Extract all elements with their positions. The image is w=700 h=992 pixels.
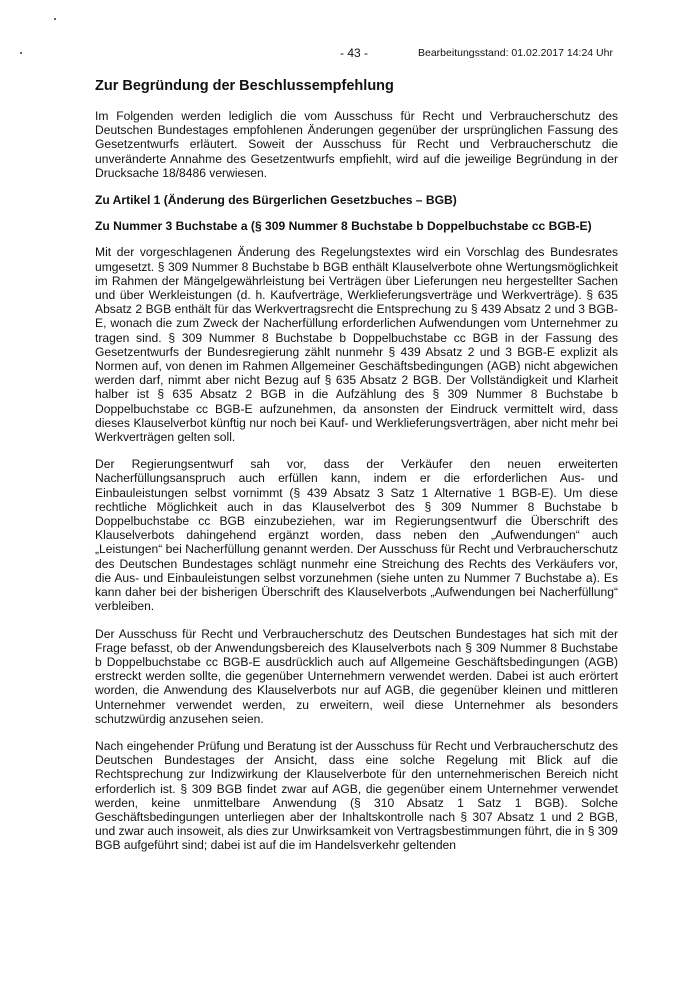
subsection-heading: Zu Nummer 3 Buchstabe a (§ 309 Nummer 8 Buchstabe b Doppelbuchstabe cc BGB-E) — [95, 219, 592, 234]
section-heading: Zu Artikel 1 (Änderung des Bürgerlichen Gesetzbuches – BGB) — [95, 193, 457, 208]
body-paragraph: Der Ausschuss für Recht und Verbraucherschutz des Deutschen Bundestages hat sich mit der Frage befasst, ob der Anwendungsbereich des Klauselverbots nach § 309 Nummer 8 Buchstabe b Doppelbuchstabe cc BGB-E ausdrücklich auch auf Allgemeine Geschäftsbedingungen (AGB) erstreckt werden sollte, die gegenüber Unternehmern verwendet werden. Dabei ist auch erörtert worden, die Anwendung des Klauselverbots nur auf AGB, die gegenüber kleinen und mittleren Unternehmer verwendet werden, zu erweitern, weil diese Unternehmer als besonders schutzwürdig anzusehen seien. — [95, 626, 618, 726]
document-body — [95, 78, 618, 866]
body-paragraph: Der Regierungsentwurf sah vor, dass der Verkäufer den neuen erweiterten Nacherfüllungsanspruch auch erfüllen kann, indem er die erforderlichen Aus- und Einbauleistungen selbst vornimmt (§ 439 Absatz 3 Satz 1 Alternative 1 BGB-E). Um diese rechtliche Möglichkeit auch in das Klauselverbot des § 309 Nummer 8 Buchstabe b Doppelbuchstabe cc BGB einzubeziehen, war im Regierungsentwurf die Überschrift des Klauselverbots dahingehend ergänzt worden, dass neben den „Aufwendungen“ auch „Leistungen“ bei Nacherfüllung genannt werden. Der Ausschuss für Recht und Verbraucherschutz des Deutschen Bundestages schlägt nunmehr eine Streichung des Rechts des Verkäufers vor, die Aus- und Einbauleistungen selbst vorzunehmen (siehe unten zu Nummer 7 Buchstabe a). Es kann daher bei der bisherigen Überschrift des Klauselverbots „Aufwendungen bei Nacherfüllung“ verbleiben. — [95, 457, 618, 614]
page-header — [0, 46, 700, 62]
edit-status: Bearbeitungsstand: 01.02.2017 14:24 Uhr — [418, 47, 613, 59]
body-paragraph: Mit der vorgeschlagenen Änderung des Regelungstextes wird ein Vorschlag des Bundesrates umgesetzt. § 309 Nummer 8 Buchstabe b BGB enthält Klauselverbote ohne Wertungsmöglichkeit im Rahmen der Mängelgewährleistung bei Verträgen über Lieferungen neu hergestellter Sachen und über Werkleistungen (d. h. Kaufverträge, Werklieferungsverträge und Werkverträge). § 635 Absatz 2 BGB enthält für das Werkvertragsrecht die Entsprechung zu § 439 Absatz 2 und 3 BGB-E, wonach die zum Zweck der Nacherfüllung erforderlichen Aufwendungen vom Unternehmer zu tragen sind. § 309 Nummer 8 Buchstabe b Doppelbuchstabe cc BGB in der Fassung des Gesetzentwurfs der Bundesregierung zählt nunmehr § 439 Absatz 2 und 3 BGB-E explizit als Normen auf, von denen im Rahmen Allgemeiner Geschäftsbedingungen (AGB) nicht abgewichen werden darf, nimmt aber nicht Bezug auf § 635 Absatz 2 BGB. Der Vollständigkeit und Klarheit halber ist § 635 Absatz 2 BGB in die Aufzählung des § 309 Nummer 8 Buchstabe b Doppelbuchstabe cc BGB-E aufzunehmen, da ansonsten der Eindruck vermittelt wird, dass dieses Klauselverbot künftig nur noch bei Kauf- und Werklieferungsverträgen, aber nicht mehr bei Werkverträgen gelten soll. — [95, 245, 618, 445]
document-title: Zur Begründung der Beschlussempfehlung — [95, 78, 394, 94]
intro-paragraph: Im Folgenden werden lediglich die vom Ausschuss für Recht und Verbraucherschutz des Deutschen Bundestages empfohlenen Änderungen gegenüber der ursprünglichen Fassung des Gesetzentwurfs erläutert. Soweit der Ausschuss für Recht und Verbraucherschutz die unveränderte Annahme des Gesetzentwurfs empfiehlt, wird auf die jeweilige Begründung in der Drucksache 18/8486 verwiesen. — [95, 109, 618, 180]
scan-mark — [54, 18, 56, 20]
body-paragraph: Nach eingehender Prüfung und Beratung ist der Ausschuss für Recht und Verbraucherschutz des Deutschen Bundestages der Ansicht, dass eine solche Regelung mit Blick auf die Rechtsprechung zur Indizwirkung der Klauselverbote für den unternehmerischen Bereich nicht erforderlich ist. § 309 BGB findet zwar auf AGB, die gegenüber einem Unternehmer verwendet werden, keine unmittelbare Anwendung (§ 310 Absatz 1 Satz 1 BGB). Solche Geschäftsbedingungen unterliegen aber der Inhaltskontrolle nach § 307 Absatz 1 und 2 BGB, und zwar auch insoweit, als dies zur Unwirksamkeit von Vertragsbestimmungen führt, die in § 309 BGB aufgeführt sind; dabei ist auf die im Handelsverkehr geltenden — [95, 738, 618, 853]
page-number: - 43 - — [340, 46, 369, 60]
